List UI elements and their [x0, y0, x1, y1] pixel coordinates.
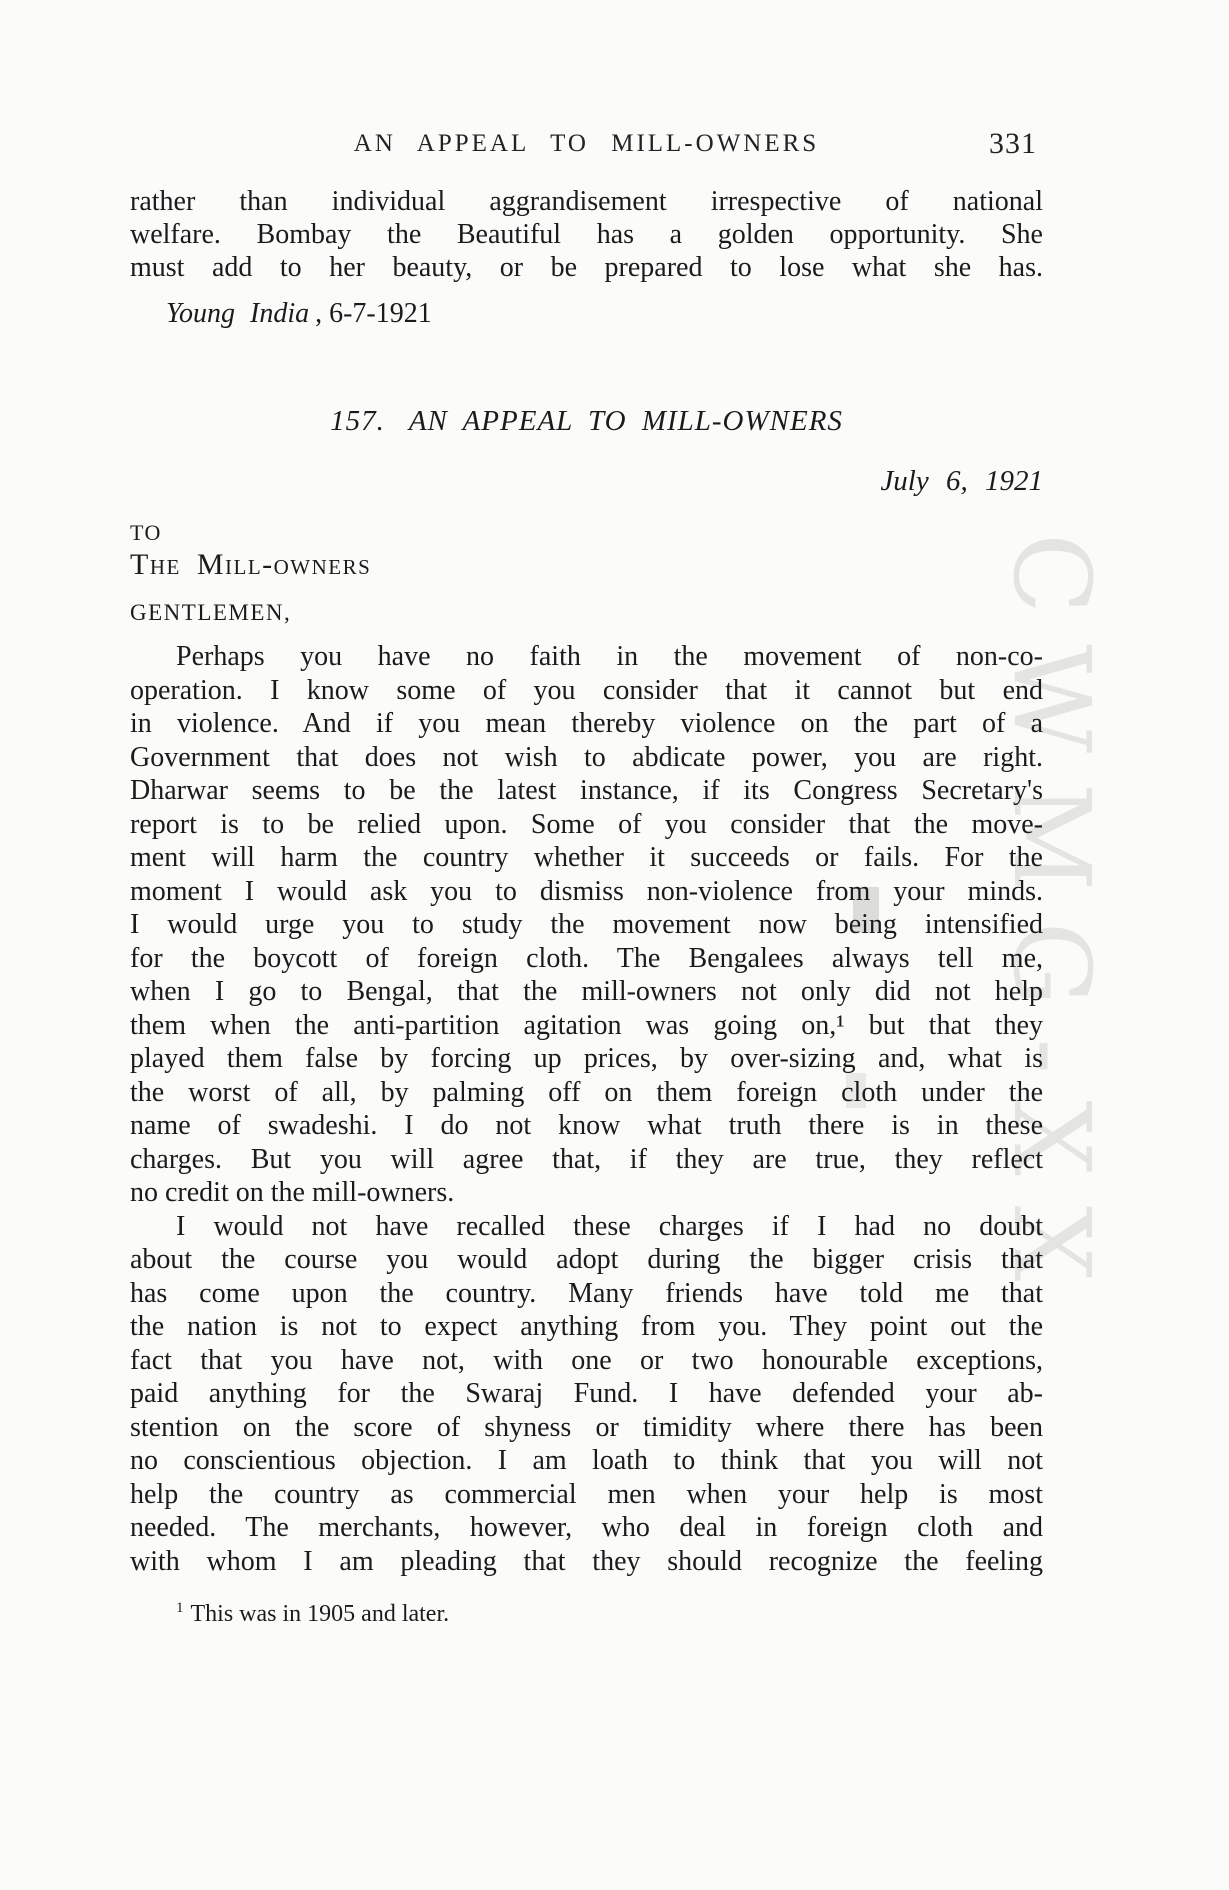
text-line: fact that you have not, with one or two honourable exceptions,	[130, 1344, 1043, 1376]
text-line: no credit on the mill-owners.	[130, 1177, 455, 1208]
section-title: AN APPEAL TO MILL-OWNERS	[408, 405, 843, 437]
text-line: when I go to Bengal, that the mill-owners not only did not help	[130, 976, 1043, 1007]
running-header	[130, 127, 1043, 164]
salutation-greeting: GENTLEMEN,	[130, 600, 292, 625]
text-line: in violence. And if you mean thereby violence on the part of a	[130, 708, 1043, 739]
text-line: needed. The merchants, however, who deal in foreign cloth and	[130, 1512, 1043, 1543]
text-line: has come upon the country. Many friends have told me that	[130, 1277, 1043, 1309]
paragraph-1	[130, 641, 1043, 1211]
text-line: name of swadeshi. I do not know what truth there is in these	[130, 1110, 1043, 1141]
footnote	[130, 1600, 1089, 1628]
text-line: charges. But you will agree that, if they are true, they reflect	[130, 1143, 1043, 1175]
paragraph-2	[130, 1211, 1043, 1580]
running-header-title: AN APPEAL TO MILL-OWNERS	[353, 130, 820, 157]
text-line: Government that does not wish to abdicate power, you are right.	[130, 741, 1043, 773]
text-line: help the country as commercial men when your help is most	[130, 1478, 1043, 1510]
text-line: Perhaps you have no faith in the movement of non-co-	[176, 641, 1043, 672]
text-line: I would not have recalled these charges if I had no doubt	[176, 1210, 1043, 1242]
text-line: for the boycott of foreign cloth. The Bengalees always tell me,	[130, 942, 1043, 974]
section-number: 157.	[330, 405, 385, 437]
section-date: July 6, 1921	[880, 465, 1043, 497]
footnote-marker: 1	[176, 1600, 184, 1616]
text-line: I would urge you to study the movement now being intensified	[130, 909, 1043, 940]
text-line: played them false by forcing up prices, by over-sizing and, what is	[130, 1043, 1043, 1074]
letter-body	[130, 641, 1043, 1579]
salutation-addressee: The Mill-owners	[130, 548, 372, 581]
text-line: Dharwar seems to be the latest instance, if its Congress Secretary's	[130, 775, 1043, 806]
text-line: rather than individual aggrandisement irrespective of national	[130, 186, 1043, 217]
text-line: the worst of all, by palming off on them foreign cloth under the	[130, 1076, 1043, 1108]
cwmg-watermark: CWMG-XX	[990, 533, 1113, 1312]
text-line: paid anything for the Swaraj Fund. I have defended your ab-	[130, 1378, 1043, 1409]
text-line: them when the anti-partition agitation was going on,¹ but that they	[130, 1009, 1043, 1041]
page-number: 331	[989, 127, 1037, 160]
text-line: with whom I am pleading that they should recognize the feeling	[130, 1545, 1043, 1577]
footnote-text: This was in 1905 and later.	[190, 1601, 450, 1627]
text-line: ment will harm the country whether it succeeds or fails. For the	[130, 842, 1043, 873]
text-line: operation. I know some of you consider that it cannot but end	[130, 674, 1043, 706]
text-line: about the course you would adopt during the bigger crisis that	[130, 1244, 1043, 1275]
intro-paragraph	[130, 186, 1043, 285]
text-line: no conscientious objection. I am loath to think that you will not	[130, 1445, 1043, 1476]
text-line: stention on the score of shyness or timidity where there has been	[130, 1411, 1043, 1443]
source-work: Young India	[166, 298, 310, 329]
section-heading	[130, 405, 1043, 438]
text-line: must add to her beauty, or be prepared to lose what she has.	[130, 252, 1043, 283]
text-line: report is to be relied upon. Some of you consider that the move-	[130, 808, 1043, 840]
source-date: , 6-7-1921	[315, 298, 432, 329]
salutation-to: TO	[130, 520, 162, 545]
text-line: welfare. Bombay the Beautiful has a golden opportunity. She	[130, 219, 1043, 250]
text-line: the nation is not to expect anything from you. They point out the	[130, 1311, 1043, 1342]
source-line	[130, 298, 1079, 330]
text-line: moment I would ask you to dismiss non-violence from your minds.	[130, 875, 1043, 907]
